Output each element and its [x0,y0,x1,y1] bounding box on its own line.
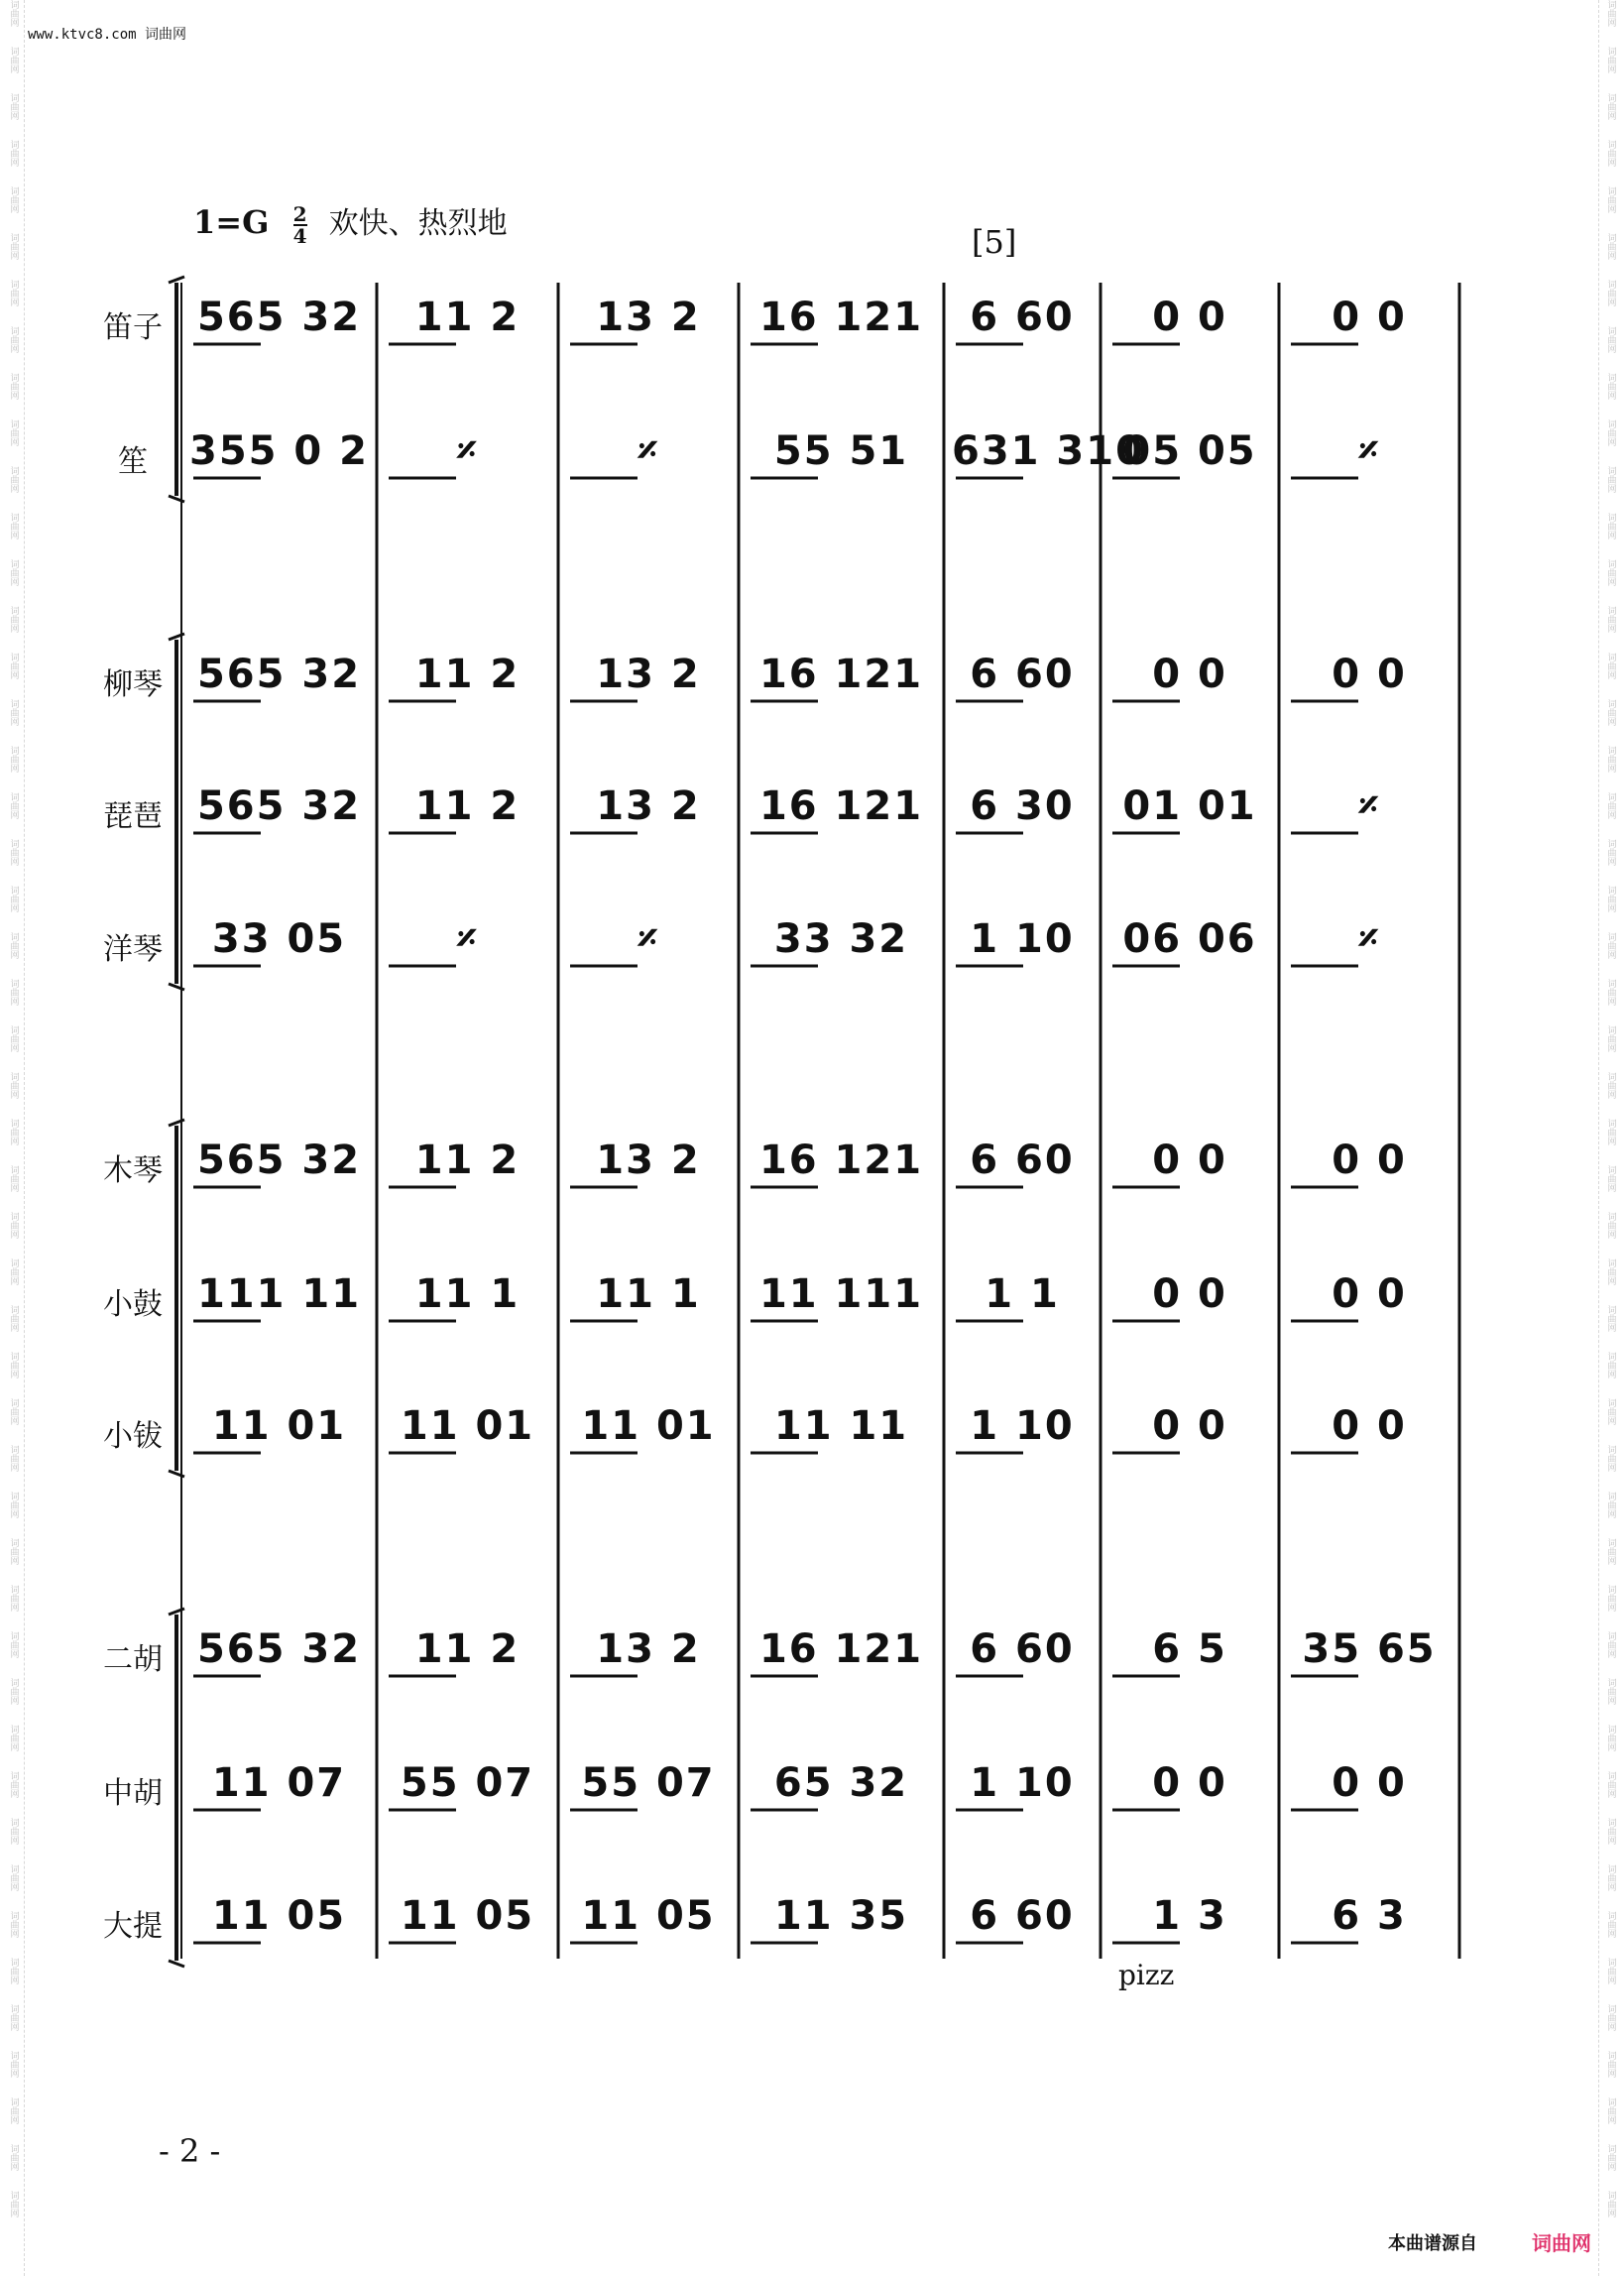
measure-cell: 13 2 [596,1138,701,1183]
measure-cell: 0 0 [1152,1138,1227,1183]
watermark-text: 词曲网 [1605,1538,1616,1565]
measure-cell: 65 32 [773,1760,909,1806]
watermark-text: 词曲网 [1605,1818,1616,1845]
instrument-label: 柳琴 [103,667,163,702]
watermark-text: 词曲网 [1605,47,1616,73]
watermark-text: 词曲网 [8,886,19,912]
measure-cell: 16 121 [758,1626,924,1672]
measure-cell: 11 01 [211,1403,347,1449]
measure-cell: 05 05 [1122,428,1257,474]
measure-cell: 𝄎 [456,428,479,474]
watermark-text: 词曲网 [1605,326,1616,353]
instrument-label: 二胡 [103,1642,163,1677]
measure-cell: 11 05 [581,1893,716,1939]
watermark-text: 词曲网 [8,653,19,679]
measure-cell: 0 0 [1152,1271,1227,1317]
measure-cell: 0 0 [1332,1138,1407,1183]
watermark-text: 词曲网 [1605,186,1616,213]
watermark-text: 词曲网 [8,1492,19,1518]
watermark-text: 词曲网 [8,280,19,306]
watermark-text: 词曲网 [8,419,19,446]
watermark-text: 词曲网 [8,1864,19,1891]
watermark-text: 词曲网 [1605,606,1616,633]
watermark-text: 词曲网 [8,699,19,726]
instrument-label: 中胡 [103,1776,163,1811]
watermark-text: 词曲网 [1605,979,1616,1006]
measure-cell: 33 05 [211,916,347,962]
watermark-text: 词曲网 [1605,2191,1616,2217]
watermark-text: 词曲网 [1605,2004,1616,2031]
watermark-text: 词曲网 [8,839,19,866]
measure-cell: 𝄎 [1358,783,1380,829]
measure-cell: 0 0 [1332,1271,1407,1317]
watermark-text: 词曲网 [8,2144,19,2171]
measure-cell: 565 32 [196,295,362,340]
watermark-text: 词曲网 [8,1165,19,1192]
measure-cell: 11 11 [773,1403,909,1449]
measure-cell: 0 0 [1152,295,1227,340]
instrument-label: 笙 [118,444,148,479]
watermark-text: 词曲网 [1605,373,1616,400]
watermark-text: 词曲网 [1605,932,1616,959]
watermark-text: 词曲网 [1605,792,1616,819]
watermark-text: 词曲网 [8,1771,19,1798]
instrument-label: 洋琴 [103,932,163,967]
measure-cell: 𝄎 [638,916,659,962]
watermark-text: 词曲网 [8,140,19,167]
watermark-text: 词曲网 [8,746,19,773]
watermark-text: 词曲网 [8,326,19,353]
instrument-label: 大提 [103,1909,163,1944]
watermark-text: 词曲网 [1605,886,1616,912]
watermark-text: 词曲网 [1605,1119,1616,1145]
watermark-text: 词曲网 [1605,559,1616,586]
watermark-text: 词曲网 [1605,1398,1616,1425]
watermark-text: 词曲网 [8,1212,19,1239]
measure-cell: 6 30 [970,783,1075,829]
measure-cell: 𝄎 [1358,428,1380,474]
watermark-text: 词曲网 [1605,1631,1616,1658]
watermark-text: 词曲网 [8,1958,19,1984]
watermark-text: 词曲网 [8,979,19,1006]
measure-cell: 0 0 [1152,652,1227,697]
watermark-text: 词曲网 [8,233,19,260]
measure-cell: 6 5 [1152,1626,1227,1672]
page-number: - 2 - [159,2132,221,2170]
instrument-label: 木琴 [103,1153,163,1188]
watermark-text: 词曲网 [8,1631,19,1658]
measure-cell: 0 0 [1332,1760,1407,1806]
rehearsal-mark: [5] [972,223,1017,261]
watermark-text: 词曲网 [8,1352,19,1378]
watermark-text: 词曲网 [1605,2144,1616,2171]
watermark-text: 词曲网 [1605,1305,1616,1332]
measure-cell: 0 0 [1332,295,1407,340]
watermark-text: 词曲网 [1605,513,1616,539]
measure-cell: 11 2 [414,1626,521,1672]
watermark-text: 词曲网 [8,1445,19,1472]
measure-cell: 11 01 [581,1403,716,1449]
watermark-text: 词曲网 [8,1305,19,1332]
measure-cell: 11 2 [414,652,521,697]
watermark-text: 词曲网 [1605,746,1616,773]
measure-cell: 11 1 [414,1271,521,1317]
watermark-text: 词曲网 [1605,1771,1616,1798]
measure-cell: 1 10 [970,1760,1075,1806]
measure-cell: 13 2 [596,1626,701,1672]
instrument-label: 琵琶 [103,799,163,834]
measure-cell: 16 121 [758,783,924,829]
measure-cell: 11 07 [211,1760,347,1806]
measure-cell: 6 60 [970,1626,1075,1672]
measure-cell: 0 0 [1332,1403,1407,1449]
instrument-label: 小鼓 [103,1287,163,1322]
measure-cell: 6 60 [970,652,1075,697]
watermark-text: 词曲网 [1605,1212,1616,1239]
measure-cell: 35 65 [1302,1626,1437,1672]
watermark-text: 词曲网 [8,2051,19,2078]
measure-cell: 0 0 [1332,652,1407,697]
watermark-text: 词曲网 [8,1585,19,1612]
watermark-text: 词曲网 [1605,1585,1616,1612]
measure-cell: 11 01 [400,1403,535,1449]
pizz-marking: pizz [1118,1959,1175,1991]
watermark-text: 词曲网 [1605,233,1616,260]
watermark-text: 词曲网 [8,0,19,27]
watermark-text: 词曲网 [1605,1258,1616,1285]
bracket-hook [169,1961,184,1967]
time-numerator: 2 [292,201,307,226]
measure-cell: 565 32 [196,1138,362,1183]
measure-cell: 1 10 [970,1403,1075,1449]
measure-cell: 06 06 [1122,916,1257,962]
measure-cell: 16 121 [758,295,924,340]
watermark-text: 词曲网 [1605,140,1616,167]
measure-cell: 1 10 [970,916,1075,962]
measure-cell: 0 0 [1152,1403,1227,1449]
measure-cell: 55 07 [581,1760,716,1806]
site-url: www.ktvc8.com 词曲网 [28,27,187,43]
watermark-text: 词曲网 [1605,1352,1616,1378]
measure-cell: 11 2 [414,295,521,340]
instrument-label: 笛子 [103,310,163,345]
instrument-label: 小钹 [103,1419,163,1454]
measure-cell: 13 2 [596,783,701,829]
watermark-text: 词曲网 [8,2004,19,2031]
watermark-text: 词曲网 [8,1072,19,1099]
watermark-text: 词曲网 [1605,699,1616,726]
measure-cell: 11 35 [773,1893,909,1939]
measure-cell: 6 60 [970,295,1075,340]
measure-cell: 11 2 [414,1138,521,1183]
watermark-text: 词曲网 [8,1678,19,1705]
watermark-text: 词曲网 [1605,280,1616,306]
watermark-text: 词曲网 [8,47,19,73]
measure-cell: 11 05 [400,1893,535,1939]
key-signature: 1=G [193,203,270,241]
watermark-text: 词曲网 [1605,1072,1616,1099]
watermark-text: 词曲网 [8,186,19,213]
measure-cell: 0 0 [1152,1760,1227,1806]
measure-cell: 11 05 [211,1893,347,1939]
watermark-text: 词曲网 [1605,1678,1616,1705]
measure-cell: 6 60 [970,1138,1075,1183]
watermark-text: 词曲网 [8,932,19,959]
measure-cell: 𝄎 [638,428,659,474]
watermark-text: 词曲网 [1605,1445,1616,1472]
watermark-text: 词曲网 [1605,466,1616,493]
measure-cell: 16 121 [758,652,924,697]
watermark-text: 词曲网 [8,1119,19,1145]
watermark-text: 词曲网 [8,606,19,633]
watermark-text: 词曲网 [1605,0,1616,27]
expression-mark: 欢快、热烈地 [328,206,508,241]
watermark-text: 词曲网 [1605,1864,1616,1891]
measure-cell: 13 2 [596,652,701,697]
watermark-text: 词曲网 [1605,653,1616,679]
measure-cell: 111 11 [196,1271,362,1317]
measure-cell: 11 1 [596,1271,701,1317]
footer-site: 词曲网 [1532,2231,1591,2255]
measure-cell: 6 60 [970,1893,1075,1939]
watermark-text: 词曲网 [8,466,19,493]
watermark-text: 词曲网 [8,792,19,819]
watermark-text: 词曲网 [1605,839,1616,866]
watermark-text: 词曲网 [1605,419,1616,446]
time-denominator: 4 [292,223,307,248]
measure-cell: 55 51 [773,428,909,474]
watermark-text: 词曲网 [8,1725,19,1751]
watermark-text: 词曲网 [1605,1492,1616,1518]
measure-cell: 565 32 [196,1626,362,1672]
watermark-text: 词曲网 [8,1398,19,1425]
watermark-text: 词曲网 [1605,1958,1616,1984]
watermark-text: 词曲网 [8,373,19,400]
measure-cell: 01 01 [1122,783,1257,829]
measure-cell: 16 121 [758,1138,924,1183]
watermark-text: 词曲网 [8,1818,19,1845]
watermark-text: 词曲网 [8,1258,19,1285]
measure-cell: 55 07 [400,1760,535,1806]
watermark-text: 词曲网 [8,2191,19,2217]
watermark-text: 词曲网 [1605,1725,1616,1751]
measure-cell: 565 32 [196,652,362,697]
measure-cell: 11 2 [414,783,521,829]
watermark-text: 词曲网 [1605,1165,1616,1192]
watermark-text: 词曲网 [1605,2097,1616,2124]
bracket-hook [169,277,184,283]
watermark-text: 词曲网 [8,1911,19,1938]
watermark-text: 词曲网 [1605,1025,1616,1052]
watermark-text: 词曲网 [1605,2051,1616,2078]
footer-source: 本曲谱源自 [1388,2233,1477,2254]
measure-cell: 𝄎 [456,916,479,962]
watermark-text: 词曲网 [8,559,19,586]
measure-cell: 13 2 [596,295,701,340]
measure-cell: 565 32 [196,783,362,829]
watermark-text: 词曲网 [8,2097,19,2124]
measure-cell: 6 3 [1332,1893,1407,1939]
watermark-text: 词曲网 [1605,1911,1616,1938]
watermark-text: 词曲网 [8,1538,19,1565]
watermark-text: 词曲网 [8,513,19,539]
measure-cell: 1 3 [1152,1893,1227,1939]
watermark-text: 词曲网 [1605,93,1616,120]
measure-cell: 11 111 [758,1271,924,1317]
measure-cell: 1 1 [985,1271,1060,1317]
watermark-text: 词曲网 [8,93,19,120]
measure-cell: 631 310 [952,428,1145,474]
measure-cell: 355 0 2 [189,428,370,474]
measure-cell: 33 32 [773,916,909,962]
measure-cell: 𝄎 [1358,916,1380,962]
watermark-text: 词曲网 [8,1025,19,1052]
